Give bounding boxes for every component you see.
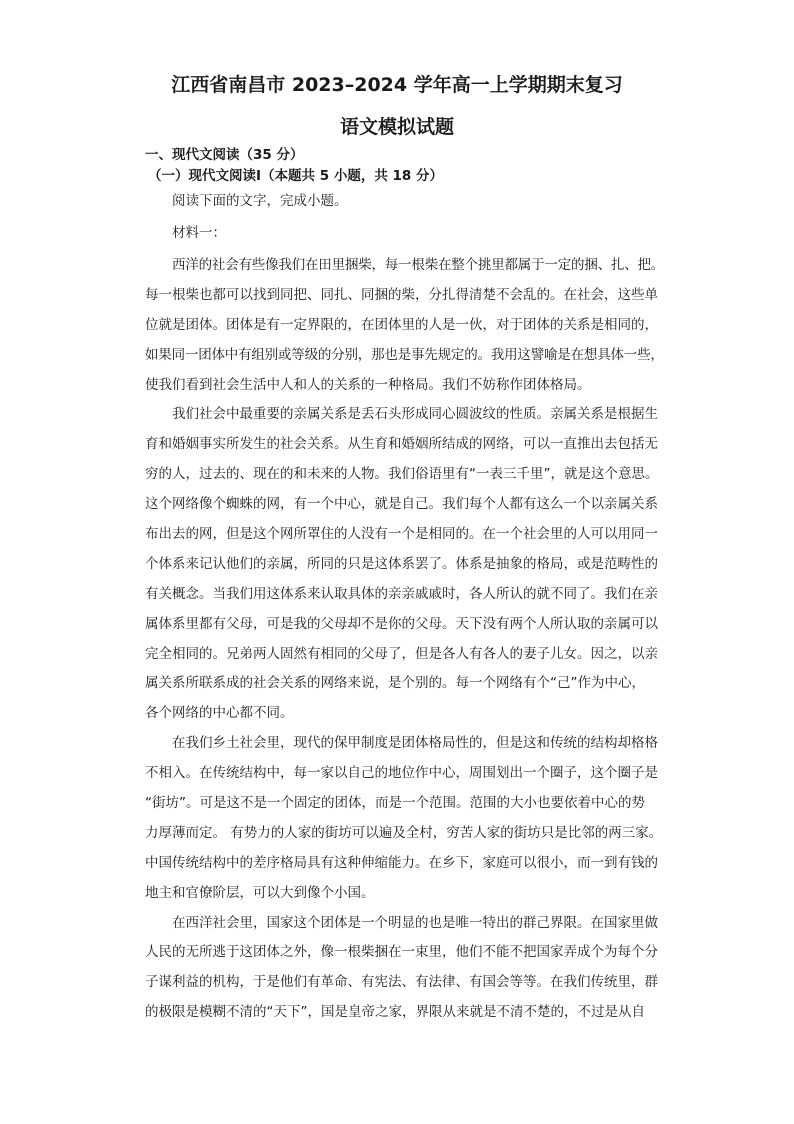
text-line: “街坊”。可是这不是一个固定的团体，而是一个范围。范围的大小也要依着中心的势 xyxy=(145,795,645,812)
subsection-heading: （一）现代文阅读Ⅰ（本题共 5 小题，共 18 分） xyxy=(148,168,444,184)
text-line: 属关系所联系成的社会关系的网络来说，是个别的。每一个网络有个“己”作为中心， xyxy=(145,675,645,692)
text-line: 这个网络像个蜘蛛的网，有一个中心，就是自己。我们每个人都有这么一个以亲属关系 xyxy=(145,496,658,513)
paragraph xyxy=(145,400,665,729)
text-line: 完全相同的。兄弟两人固然有相同的父母了，但是各人有各人的妻子儿女。因之，以亲 xyxy=(145,645,658,662)
text-line: 使我们看到社会生活中人和人的关系的一种格局。我们不妨称作团体格局。 xyxy=(145,376,591,393)
text-line: 的极限是模糊不清的“天下”，国是皇帝之家，界限从来就是不清不楚的，不过是从自 xyxy=(145,1004,645,1021)
text-line: 个体系来记认他们的亲属，所同的只是这体系罢了。体系是抽象的格局，或是范畴性的 xyxy=(145,555,658,572)
text-line: 位就是团体。团体是有一定界限的，在团体里的人是一伙，对于团体的关系是相同的， xyxy=(145,316,658,333)
paragraph xyxy=(145,909,665,1029)
text-line: 在我们乡土社会里，现代的保甲制度是团体格局性的，但是这和传统的结构却格格 xyxy=(172,735,658,752)
text-line: 人民的无所逃于这团体之外，像一根柴捆在一束里，他们不能不把国家弄成个为每个分 xyxy=(145,944,658,961)
text-line: 属体系里都有父母，可是我的父母却不是你的父母。天下没有两个人所认取的亲属可以 xyxy=(145,615,658,632)
text-line: 如果同一团体中有组别或等级的分别，那也是事先规定的。我用这譬喻是在想具体一些， xyxy=(145,346,664,363)
paragraph xyxy=(145,251,665,400)
document-subtitle: 语文模拟试题 xyxy=(339,116,454,138)
text-line: 各个网络的中心都不同。 xyxy=(145,705,294,722)
text-line: 穷的人，过去的、现在的和未来的人物。我们俗语里有“一表三千里”，就是这个意思。 xyxy=(145,466,659,483)
instruction-text: 阅读下面的文字，完成小题。 xyxy=(172,193,348,209)
text-line: 中国传统结构中的差序格局具有这种伸缩能力。在乡下，家庭可以很小，而一到有钱的 xyxy=(145,854,658,871)
text-line: 我们社会中最重要的亲属关系是丢石头形成同心圆波纹的性质。亲属关系是根据生 xyxy=(172,406,658,423)
text-line: 西洋的社会有些像我们在田里捆柴，每一根柴在整个挑里都属于一定的捆、扎、把。 xyxy=(172,257,665,273)
text-line: 有关概念。当我们用这体系来认取具体的亲亲戚戚时，各人所认的就不同了。我们在亲 xyxy=(145,585,658,602)
text-line: 力厚薄而定。 有势力的人家的街坊可以遍及全村，穷苦人家的街坊只是比邻的两三家。 xyxy=(145,824,663,841)
text-line: 在西洋社会里，国家这个团体是一个明显的也是唯一特出的群己界限。在国家里做 xyxy=(172,914,658,931)
passage-body xyxy=(145,251,665,1028)
text-line: 地主和官僚阶层，可以大到像个小国。 xyxy=(145,884,375,901)
text-line: 布出去的网，但是这个网所罩住的人没有一个是相同的。在一个社会里的人可以用同一 xyxy=(145,526,658,543)
material-label: 材料一： xyxy=(172,225,226,241)
document-title: 江西省南昌市 2023–2024 学年高一上学期期末复习 xyxy=(171,74,623,96)
text-line: 每一根柴也都可以找到同把、同扎、同捆的柴，分扎得清楚不会乱的。在社会，这些单 xyxy=(145,286,658,303)
text-line: 子谋利益的机构，于是他们有革命、有宪法、有法律、有国会等等。在我们传统里，群 xyxy=(145,974,658,991)
section-heading: 一、现代文阅读（35 分） xyxy=(145,147,304,163)
text-line: 育和婚姻事实所发生的社会关系。从生育和婚姻所结成的网络，可以一直推出去包括无 xyxy=(145,436,658,453)
paragraph xyxy=(145,729,665,908)
text-line: 不相入。在传统结构中，每一家以自己的地位作中心，周围划出一个圈子，这个圈子是 xyxy=(145,765,658,782)
